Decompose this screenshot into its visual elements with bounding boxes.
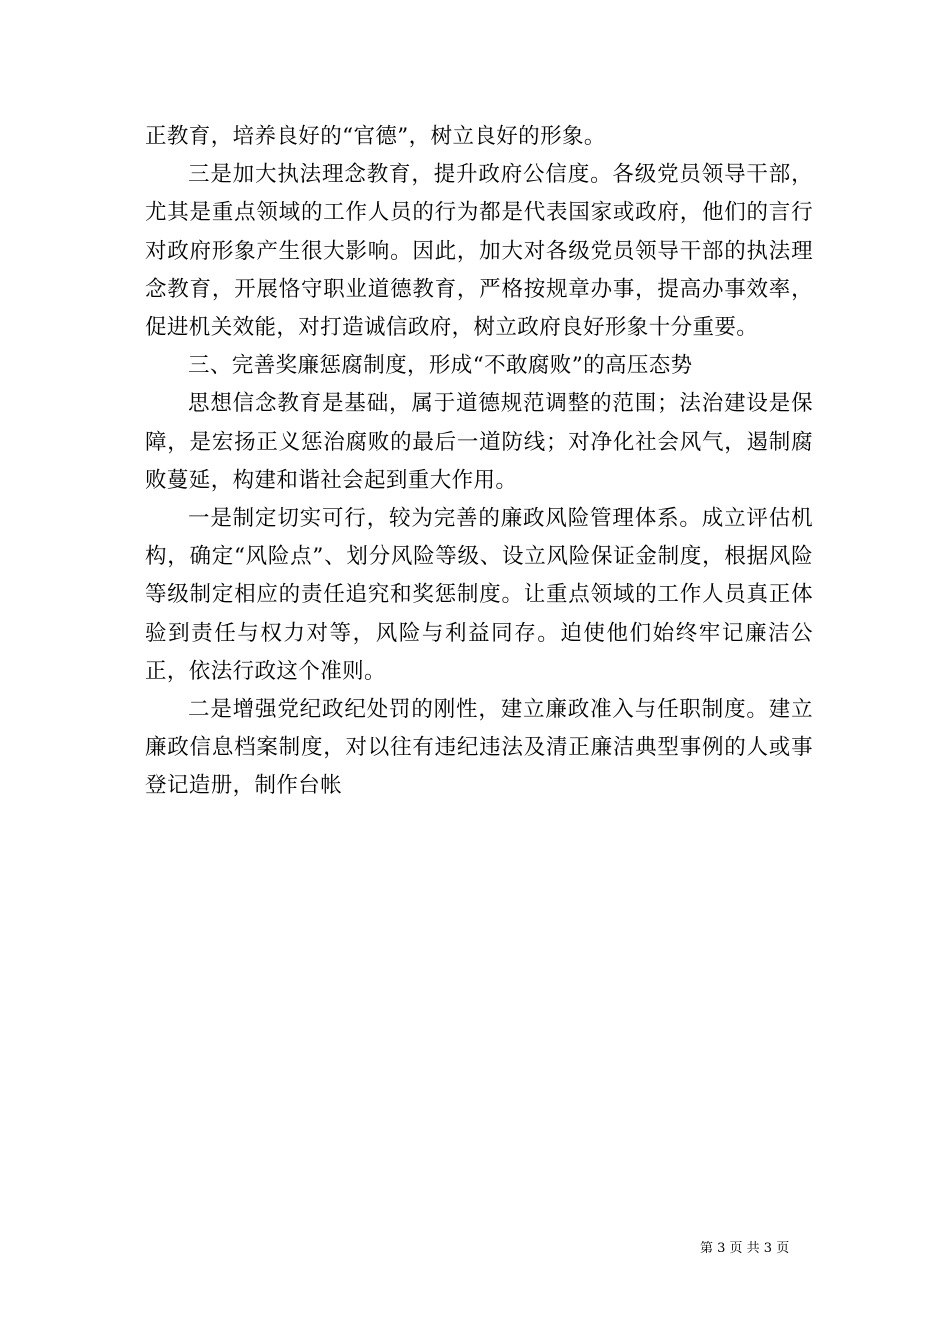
section-heading-three: 三、完善奖廉惩腐制度，形成“不敢腐败”的高压态势 [188,353,693,379]
document-body [145,118,813,806]
paragraph-continuation: 正教育，培养良好的“官德”，树立良好的形象。 [145,124,606,149]
paragraph-risk-management-system: 一是制定切实可行，较为完善的廉政风险管理体系。成立评估机构，确定“风险点”、划分风险等级、设立风险保证金制度，根据风险等级制定相应的责任追究和奖惩制度。让重点领域的工作人员真正体验到责任与权力对等，风险与利益同存。迫使他们始终牢记廉洁公正，依法行政这个准则。 [145,506,813,684]
paragraph-discipline-enforcement: 二是增强党纪政纪处罚的刚性，建立廉政准入与任职制度。建立廉政信息档案制度，对以往有违纪违法及清正廉洁典型事例的人或事登记造册，制作台帐 [145,697,813,799]
paragraph-ideology-and-rule-of-law: 思想信念教育是基础，属于道德规范调整的范围；法治建设是保障，是宏扬正义惩治腐败的最后一道防线；对净化社会风气，遏制腐败蔓延，构建和谐社会起到重大作用。 [145,391,813,493]
page-number-footer: 第 3 页 共 3 页 [700,1241,790,1256]
paragraph-law-enforcement-education: 三是加大执法理念教育，提升政府公信度。各级党员领导干部，尤其是重点领域的工作人员的行为都是代表国家或政府，他们的言行对政府形象产生很大影响。因此，加大对各级党员领导干部的执法理念教育，开展恪守职业道德教育，严格按规章办事，提高办事效率，促进机关效能，对打造诚信政府，树立政府良好形象十分重要。 [145,162,813,341]
